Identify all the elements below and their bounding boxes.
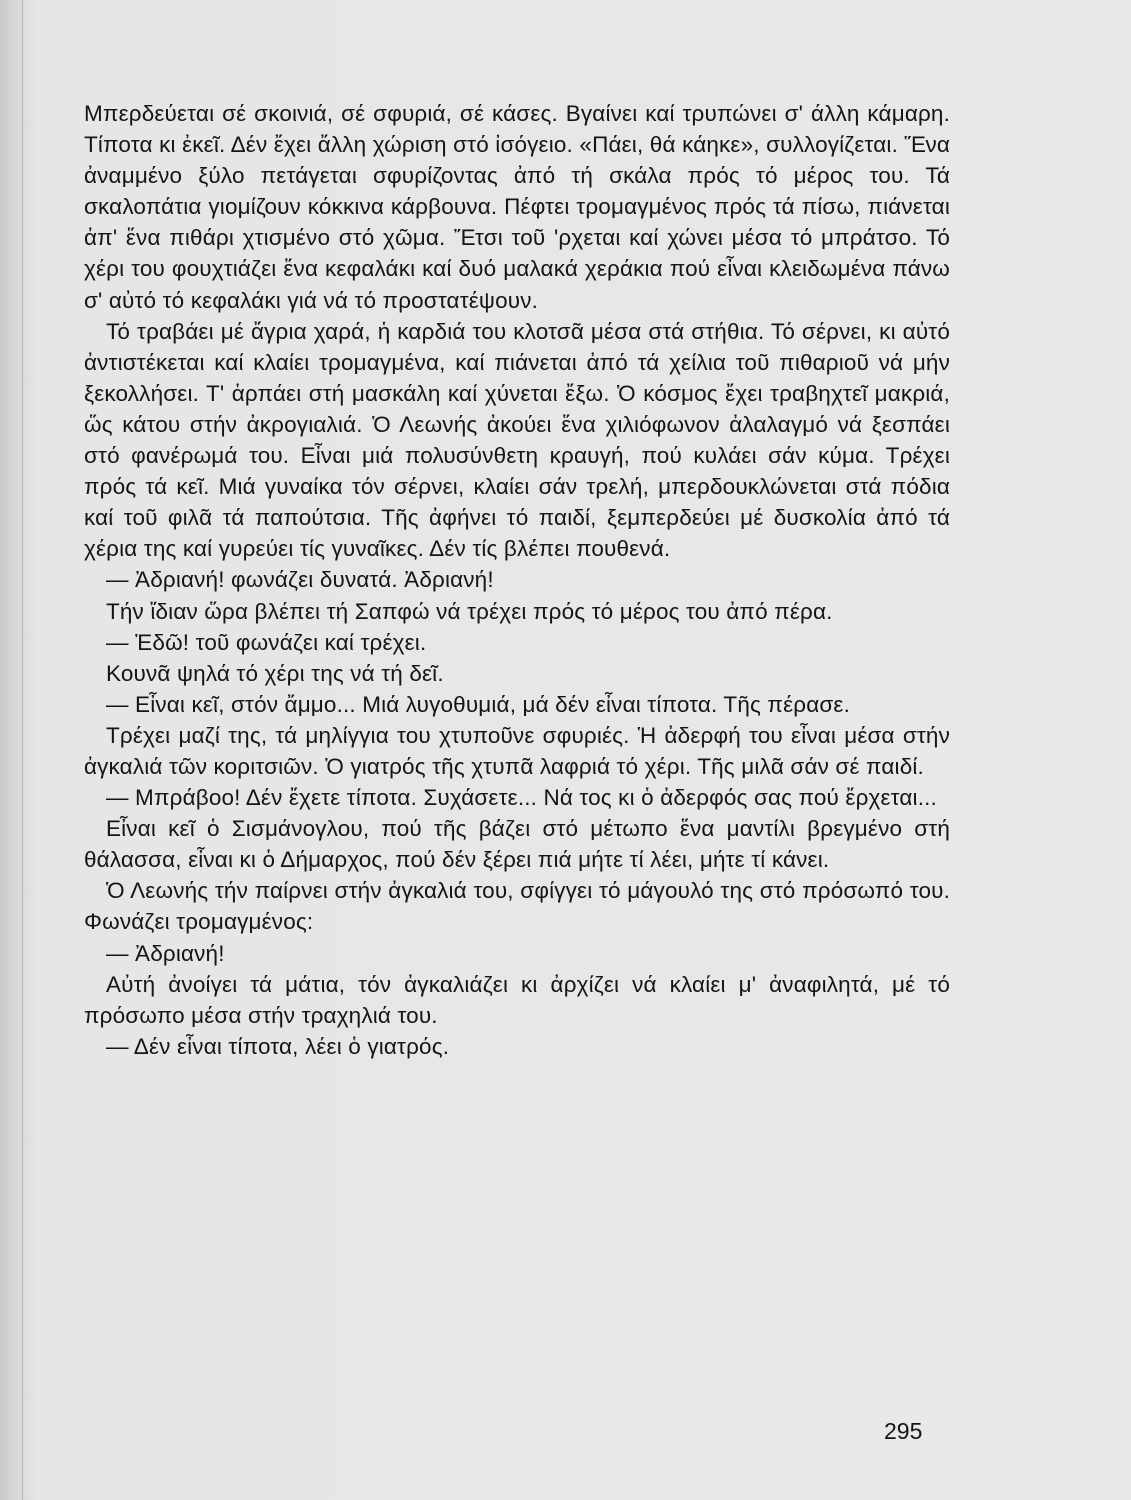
- paragraph: Τήν ἴδιαν ὥρα βλέπει τή Σαπφώ νά τρέχει πρός τό μέρος του ἀπό πέρα.: [106, 598, 833, 624]
- paragraph: Ὁ Λεωνής τήν παίρνει στήν ἀγκαλιά του, σφίγγει τό μάγουλό της στό πρόσωπό του. Φωνάζει τρομαγμένος:: [84, 878, 950, 935]
- page-spine-edge: [22, 0, 23, 1500]
- dialogue-line: — Ἐδῶ! τοῦ φωνάζει καί τρέχει.: [106, 629, 427, 655]
- dialogue-line: — Δέν εἶναι τίποτα, λέει ὁ γιατρός.: [106, 1033, 450, 1059]
- dialogue-line: — Ἀδριανή! φωνάζει δυνατά. Ἀδριανή!: [106, 567, 494, 593]
- paragraph: Αὐτή ἀνοίγει τά μάτια, τόν ἀγκαλιάζει κι ἀρχίζει νά κλαίει μ' ἀναφιλητά, μέ τό πρόσωπο μέσα στήν τραχηλιά του.: [84, 971, 950, 1028]
- dialogue-line: — Μπράβοο! Δέν ἔχετε τίποτα. Συχάσετε... Νά τος κι ὁ ἀδερφός σας πού ἔρχεται...: [106, 785, 937, 811]
- body-text: [84, 98, 950, 1062]
- paragraph: Εἶναι κεῖ ὁ Σισμάνογλου, πού τῆς βάζει στό μέτωπο ἕνα μαντίλι βρεγμένο στή θάλασσα, εἶναι κι ὁ Δήμαρχος, πού δέν ξέρει πιά μήτε τί λέει, μήτε τί κάνει.: [84, 816, 950, 873]
- paragraph: Μπερδεύεται σέ σκοινιά, σέ σφυριά, σέ κάσες. Βγαίνει καί τρυπώνει σ' άλλη κάμαρη. Τίποτα κι ἐκεῖ. Δέν ἔχει ἄλλη χώριση στό ἰσόγειο. «Πάει, θά κάηκε», συλλογίζεται. Ἕνα ἀναμμένο ξύλο πετάγεται σφυρίζοντας ἀπό τή σκάλα πρός τό μέρος του. Τά σκαλοπάτια γιομίζουν κόκκινα κάρβουνα. Πέφτει τρομαγμένος πρός τά πίσω, πιάνεται ἀπ' ἕνα πιθάρι χτισμένο στό χῶμα. Ἔτσι τοῦ 'ρχεται καί χώνει μέσα τό μπράτσο. Τό χέρι του φουχτιάζει ἕνα κεφαλάκι καί δυό μαλακά χεράκια πού εἶναι κλειδωμένα πάνω σ' αὐτό τό κεφαλάκι γιά νά τό προστατέψουν.: [84, 101, 950, 313]
- page-number: 295: [884, 1418, 923, 1444]
- paragraph: Τρέχει μαζί της, τά μηλίγγια του χτυποῦνε σφυριές. Ἡ ἀδερφή του εἶναι μέσα στήν ἀγκαλιά τῶν κοριτσιῶν. Ὁ γιατρός τῆς χτυπᾶ λαφριά τό χέρι. Τῆς μιλᾶ σάν σέ παιδί.: [84, 722, 950, 779]
- dialogue-line: — Εἶναι κεῖ, στόν ἄμμο... Μιά λυγοθυμιά, μά δέν εἶναι τίποτα. Τῆς πέρασε.: [106, 691, 850, 717]
- dialogue-line: — Ἀδριανή!: [106, 940, 225, 966]
- paragraph: Τό τραβάει μέ ἄγρια χαρά, ἡ καρδιά του κλοτσᾶ μέσα στά στήθια. Τό σέρνει, κι αὐτό ἀντιστέκεται καί κλαίει τρομαγμένα, καί πιάνεται ἀπό τά χείλια τοῦ πιθαριοῦ νά μήν ξεκολλήσει. Τ' ἁρπάει στή μασκάλη καί χύνεται ἔξω. Ὁ κόσμος ἔχει τραβηχτεῖ μακριά, ὥς κάτου στήν ἀκρογιαλιά. Ὁ Λεωνής ἀκούει ἕνα χιλιόφωνον ἀλαλαγμό νά ξεσπάει στό φανέρωμά του. Εἶναι μιά πολυσύνθετη κραυγή, πού κυλάει σάν κύμα. Τρέχει πρός τά κεῖ. Μιά γυναίκα τόν σέρνει, κλαίει σάν τρελή, μπερδουκλώνεται στά πόδια καί τοῦ φιλᾶ τά παπούτσια. Τῆς ἀφήνει τό παιδί, ξεμπερδεύει μέ δυσκολία ἀπό τά χέρια της καί γυρεύει τίς γυναῖκες. Δέν τίς βλέπει πουθενά.: [84, 318, 950, 562]
- paragraph: Κουνᾶ ψηλά τό χέρι της νά τή δεῖ.: [106, 660, 444, 686]
